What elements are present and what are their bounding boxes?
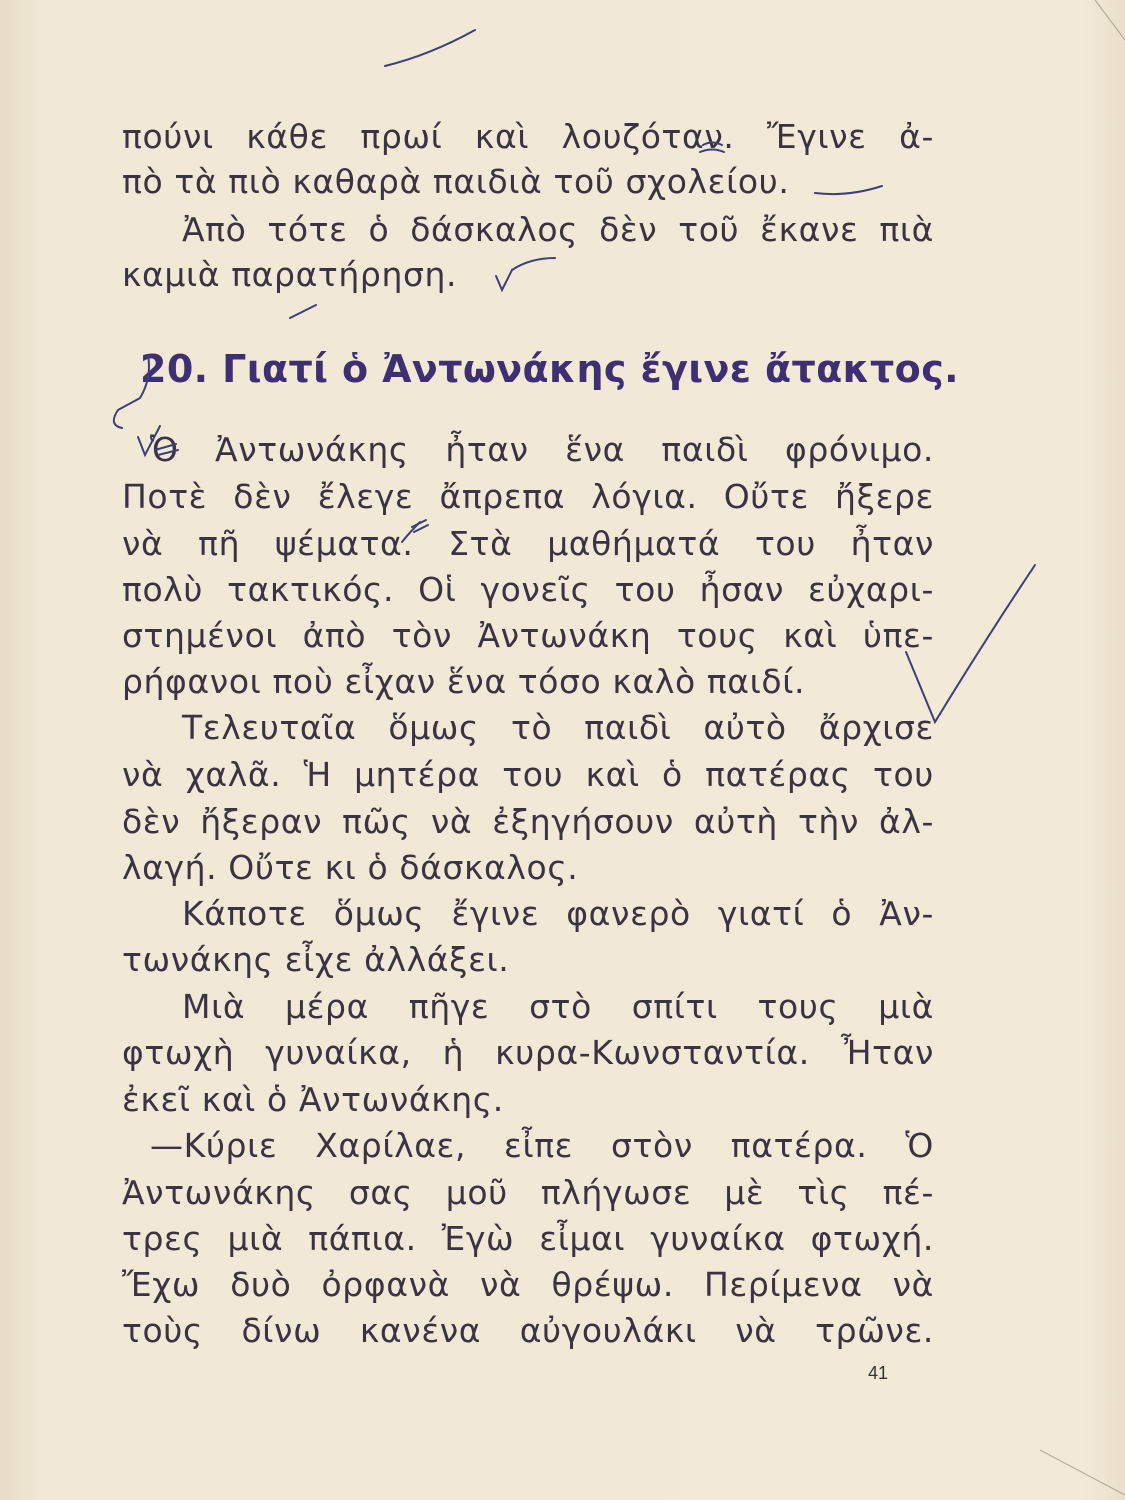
text-line: —Κύριε Χαρίλαε, εἶπε στὸν πατέρα. Ὁ (150, 1126, 934, 1165)
check-mark-icon (496, 258, 555, 290)
pen-stroke (385, 30, 475, 66)
pen-stroke (155, 444, 178, 455)
text-line: τοὺς δίνω κανένα αὐγουλάκι νὰ τρῶνε. (122, 1311, 934, 1350)
text-line: λαγή. Οὔτε κι ὁ δάσκαλος. (122, 848, 579, 887)
text-line: πούνι κάθε πρωί καὶ λουζόταν. Ἔγινε ἀ- (122, 117, 934, 156)
text-line: τωνάκης εἶχε ἀλλάξει. (122, 940, 510, 979)
text-line: Ἀπὸ τότε ὁ δάσκαλος δὲν τοῦ ἔκανε πιὰ (182, 210, 934, 249)
text-line: πολὺ τακτικός. Οἱ γονεῖς του ἦσαν εὐχαρι- (122, 570, 934, 609)
text-line: Κάποτε ὅμως ἔγινε φανερὸ γιατί ὁ Ἀν- (182, 894, 934, 933)
text-line: ρήφανοι ποὺ εἶχαν ἕνα τόσο καλὸ παιδί. (122, 662, 806, 701)
text-line: νὰ χαλᾶ. Ἡ μητέρα του καὶ ὁ πατέρας του (122, 755, 934, 794)
text-line: νὰ πῆ ψέματα. Στὰ μαθήματά του ἦταν (122, 524, 934, 563)
pen-stroke (402, 522, 420, 542)
text-line: δὲν ἤξεραν πῶς νὰ ἐξηγήσουν αὐτὴ τὴν ἀλ- (122, 802, 934, 841)
text-line: Ἔχω δυὸ ὀρφανὰ νὰ θρέψω. Περίμενα νὰ (122, 1265, 934, 1304)
text-line: στημένοι ἀπὸ τὸν Ἀντωνάκη τους καὶ ὑπε- (122, 616, 934, 655)
chapter-heading: 20. Γιατί ὁ Ἀντωνάκης ἔγινε ἄτακτος. (140, 347, 959, 391)
text-line: Τελευταῖα ὅμως τὸ παιδὶ αὐτὸ ἄρχισε (182, 708, 934, 747)
text-line: πὸ τὰ πιὸ καθαρὰ παιδιὰ τοῦ σχολείου. (122, 162, 790, 201)
text-line: Ποτὲ δὲν ἔλεγε ἄπρεπα λόγια. Οὔτε ἤξερε (122, 477, 934, 516)
pen-stroke (700, 143, 724, 153)
text-line: Μιὰ μέρα πῆγε στὸ σπίτι τους μιὰ (182, 987, 934, 1026)
pen-stroke (815, 186, 882, 194)
check-mark-icon (906, 565, 1035, 722)
pen-stroke (114, 355, 149, 428)
check-mark-icon (138, 426, 160, 455)
text-line: Ὁ Ἀντωνάκης ἦταν ἕνα παιδὶ φρόνιμο. (150, 430, 934, 469)
paper-crease (1040, 1450, 1125, 1495)
text-line: φτωχὴ γυναίκα, ἡ κυρα-Κωνσταντία. Ἦταν (122, 1033, 934, 1072)
paper-crease (1095, 0, 1125, 40)
text-line: καμιὰ παρατήρηση. (122, 255, 458, 294)
text-line: ἐκεῖ καὶ ὁ Ἀντωνάκης. (122, 1080, 504, 1119)
text-line: τρες μιὰ πάπια. Ἐγὼ εἶμαι γυναίκα φτωχή. (122, 1219, 934, 1258)
page-number: 41 (868, 1363, 889, 1383)
text-line: Ἀντωνάκης σας μοῦ πλήγωσε μὲ τὶς πέ- (122, 1173, 934, 1212)
